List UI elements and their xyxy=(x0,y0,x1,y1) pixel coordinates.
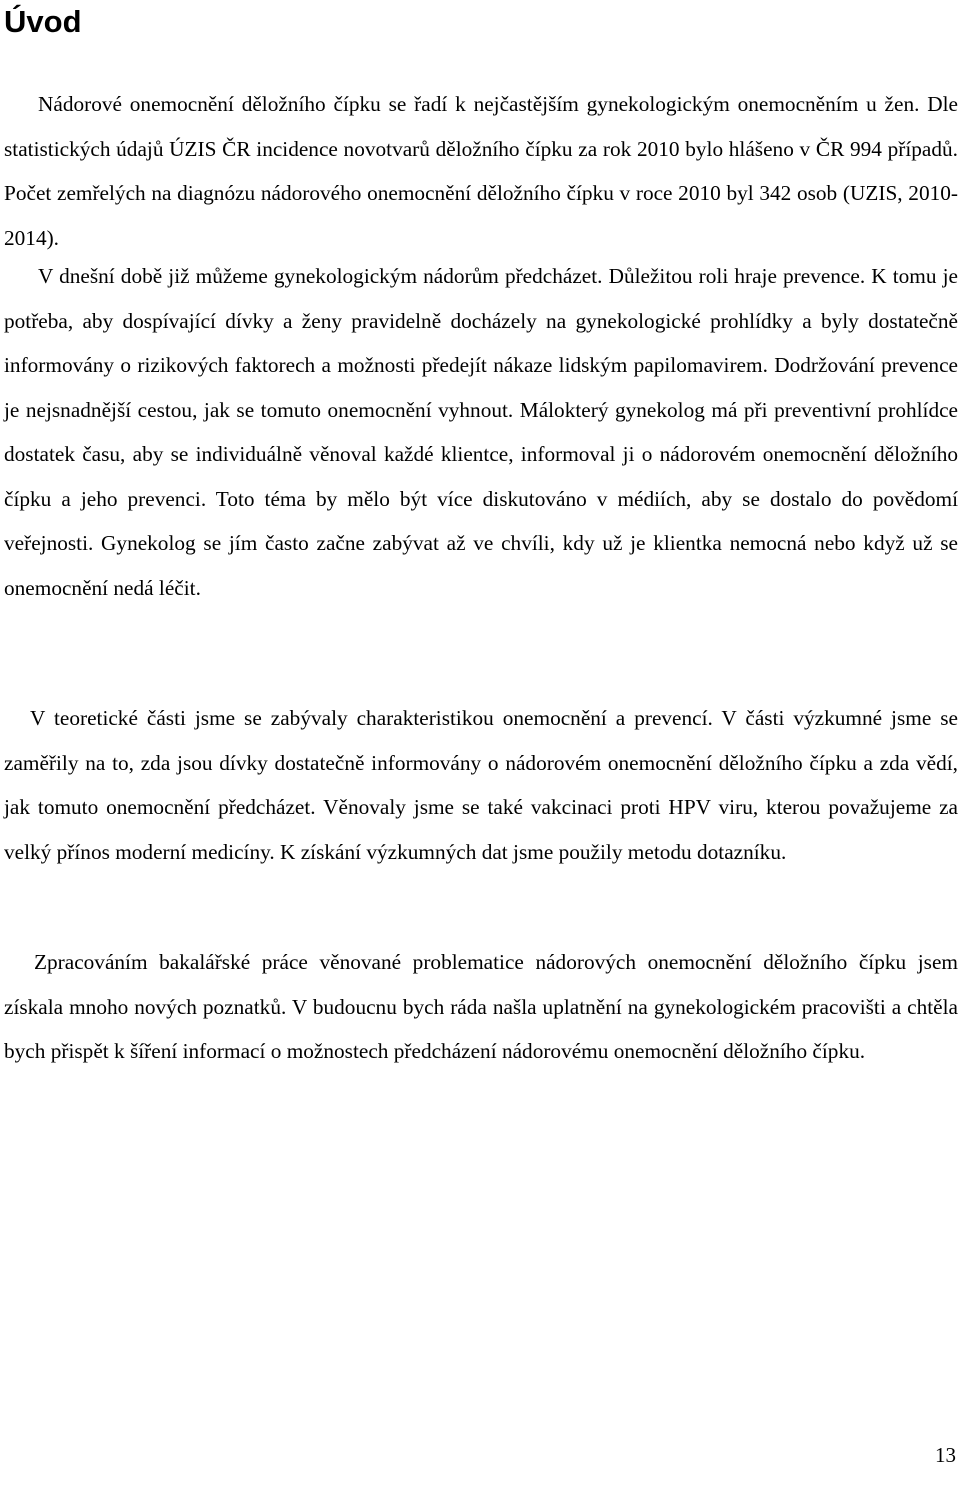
paragraph-personal-contribution: Zpracováním bakalářské práce věnované problematice nádorových onemocnění děložního čípku jsem získala mnoho nových poznatků. V budoucnu bych ráda našla uplatnění na gynekologickém pracovišti a chtěla bych přispět k šíření informací o možnostech předcházení nádorovému onemocnění děložního čípku. xyxy=(4,950,958,1063)
page-number: 13 xyxy=(935,1443,956,1467)
paragraph-prevention: V dnešní době již můžeme gynekologickým nádorům předcházet. Důležitou roli hraje prevence. K tomu je potřeba, aby dospívající dívky a ženy pravidelně docházely na gynekologické prohlídky a byly dostatečně informovány o rizikových faktorech a možnosti předejít nákaze lidským papilomavirem. Dodržování prevence je nejsnadnější cestou, jak se tomuto onemocnění vyhnout. Málokterý gynekolog má při preventivní prohlídce dostatek času, aby se individuálně věnoval každé klientce, informoval ji o nádorovém onemocnění děložního čípku a jeho prevenci. Toto téma by mělo být více diskutováno v médiích, aby se dostalo do povědomí veřejnosti. Gynekolog se jím často začne zabývat až ve chvíli, kdy už je klientka nemocná nebo když už se onemocnění nedá léčit. xyxy=(4,264,958,600)
paragraph-intro: Nádorové onemocnění děložního čípku se řadí k nejčastějším gynekologickým onemocněním u žen. Dle statistických údajů ÚZIS ČR incidence novotvarů děložního čípku za rok 2010 bylo hlášeno v ČR 994 případů. Počet zemřelých na diagnózu nádorového onemocnění děložního čípku v roce 2010 byl 342 osob (UZIS, 2010-2014). xyxy=(4,92,958,250)
paragraph-thesis-structure: V teoretické části jsme se zabývaly charakteristikou onemocnění a prevencí. V části výzkumné jsme se zaměřily na to, zda jsou dívky dostatečně informovány o nádorovém onemocnění děložního čípku a zda vědí, jak tomuto onemocnění předcházet. Věnovaly jsme se také vakcinaci proti HPV viru, kterou považujeme za velký přínos moderní medicíny. K získání výzkumných dat jsme použily metodu dotazníku. xyxy=(4,706,958,864)
section-heading: Úvod xyxy=(4,4,82,39)
